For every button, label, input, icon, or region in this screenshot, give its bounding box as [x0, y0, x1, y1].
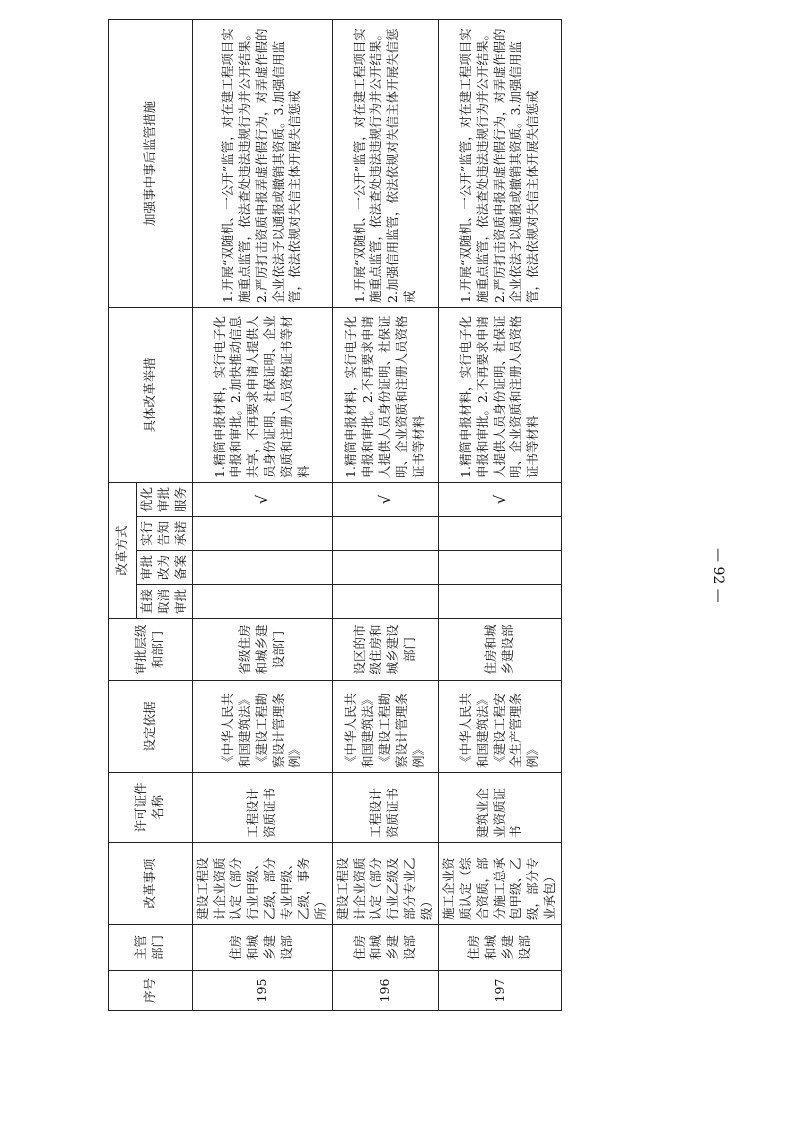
table-row — [192, 19, 332, 1010]
cell-m4-check: √ — [438, 482, 561, 516]
header-item: 改革事项 — [109, 843, 193, 925]
cell-measures: 1.精简申报材料，实行电子化申报和审批。2.加快推动信息共享，不再要求申请人提供人员身份证明、社保证明、企业资质和注册人员资格证书等材料 — [192, 307, 332, 482]
cell-seq: 195 — [192, 971, 332, 1011]
header-m4: 优化审批服务 — [137, 482, 193, 516]
cell-m1 — [192, 585, 332, 619]
header-supervision: 加强事中事后监管措施 — [109, 19, 193, 307]
rotated-table-wrapper — [108, 27, 558, 1011]
cell-supervision: 1.开展“双随机、一公开”监管，对在建工程项目实施重点监管，依法查处违法违规行为并公开结果。2.加强信用监管，依法依规对失信主体开展失信惩戒 — [332, 19, 438, 307]
header-license: 许可证件名称 — [109, 773, 193, 843]
cell-m3 — [192, 517, 332, 551]
table-row — [438, 19, 561, 1010]
cell-basis: 《中华人民共和国建筑法》《建设工程安全生产管理条例》 — [438, 681, 561, 773]
header-measures: 具体改革举措 — [109, 307, 193, 482]
cell-measures: 1.精简申报材料，实行电子化申报和审批。2.不再要求申请人提供人员身份证明、社保证明、企业资质和注册人员资格证书等材料 — [438, 307, 561, 482]
cell-m1 — [438, 585, 561, 619]
cell-license: 建筑业企业资质证书 — [438, 773, 561, 843]
cell-m2 — [332, 551, 438, 585]
cell-m4-check: √ — [192, 482, 332, 516]
cell-item: 施工企业资质认定（综合资质，部分施工总承包甲级、乙级，部分专业承包） — [438, 843, 561, 925]
cell-m4-check: √ — [332, 482, 438, 516]
cell-basis: 《中华人民共和国建筑法》《建设工程勘察设计管理条例》 — [332, 681, 438, 773]
cell-seq: 196 — [332, 971, 438, 1011]
cell-m2 — [438, 551, 561, 585]
cell-dept: 住房和城乡建设部 — [192, 925, 332, 971]
table-row — [332, 19, 438, 1010]
header-dept: 主管部门 — [109, 925, 193, 971]
header-m2: 审批改为备案 — [137, 551, 193, 585]
cell-item: 建设工程设计企业资质认定（部分行业甲级、乙级，部分专业甲级、乙级，事务所） — [192, 843, 332, 925]
cell-dept: 住房和城乡建设部 — [332, 925, 438, 971]
cell-m2 — [192, 551, 332, 585]
cell-level: 省级住房和城乡建设部门 — [192, 619, 332, 681]
cell-supervision: 1.开展“双随机、一公开”监管，对在建工程项目实施重点监管，依法查处违法违规行为并公开结果。2.严厉打击资质申报弄虚作假行为，对弄虚作假的企业依法予以通报或撤销其资质。3.加强信用监管，依法依规对失信主体开展失信惩戒 — [438, 19, 561, 307]
header-seq: 序号 — [109, 971, 193, 1011]
cell-m1 — [332, 585, 438, 619]
header-m3: 实行告知承诺 — [137, 517, 193, 551]
cell-m3 — [438, 517, 561, 551]
header-basis: 设定依据 — [109, 681, 193, 773]
cell-dept: 住房和城乡建设部 — [438, 925, 561, 971]
cell-license: 工程设计资质证书 — [192, 773, 332, 843]
header-row-1 — [109, 19, 137, 1010]
cell-level: 设区的市级住房和城乡建设部门 — [332, 619, 438, 681]
cell-basis: 《中华人民共和国建筑法》《建设工程勘察设计管理条例》 — [192, 681, 332, 773]
header-level: 审批层级和部门 — [109, 619, 193, 681]
header-reform-group: 改革方式 — [109, 482, 137, 618]
header-m1: 直接取消审批 — [137, 585, 193, 619]
cell-level: 住房和城乡建设部 — [438, 619, 561, 681]
cell-license: 工程设计资质证书 — [332, 773, 438, 843]
cell-item: 建设工程设计企业资质认定（部分行业乙级及部分专业乙级） — [332, 843, 438, 925]
cell-supervision: 1.开展“双随机、一公开”监管，对在建工程项目实施重点监管，依法查处违法违规行为并公开结果。2.严厉打击资质申报弄虚作假行为，对弄虚作假的企业依法予以通报或撤销其资质。3.加强信用监管，依法依规对失信主体开展失信惩戒 — [192, 19, 332, 307]
cell-seq: 197 — [438, 971, 561, 1011]
cell-measures: 1.精简申报材料，实行电子化申报和审批。2.不再要求申请人提供人员身份证明、社保证明、企业资质和注册人员资格证书等材料 — [332, 307, 438, 482]
reform-table — [108, 19, 562, 1011]
cell-m3 — [332, 517, 438, 551]
page-number: — 92 — — [710, 548, 726, 603]
